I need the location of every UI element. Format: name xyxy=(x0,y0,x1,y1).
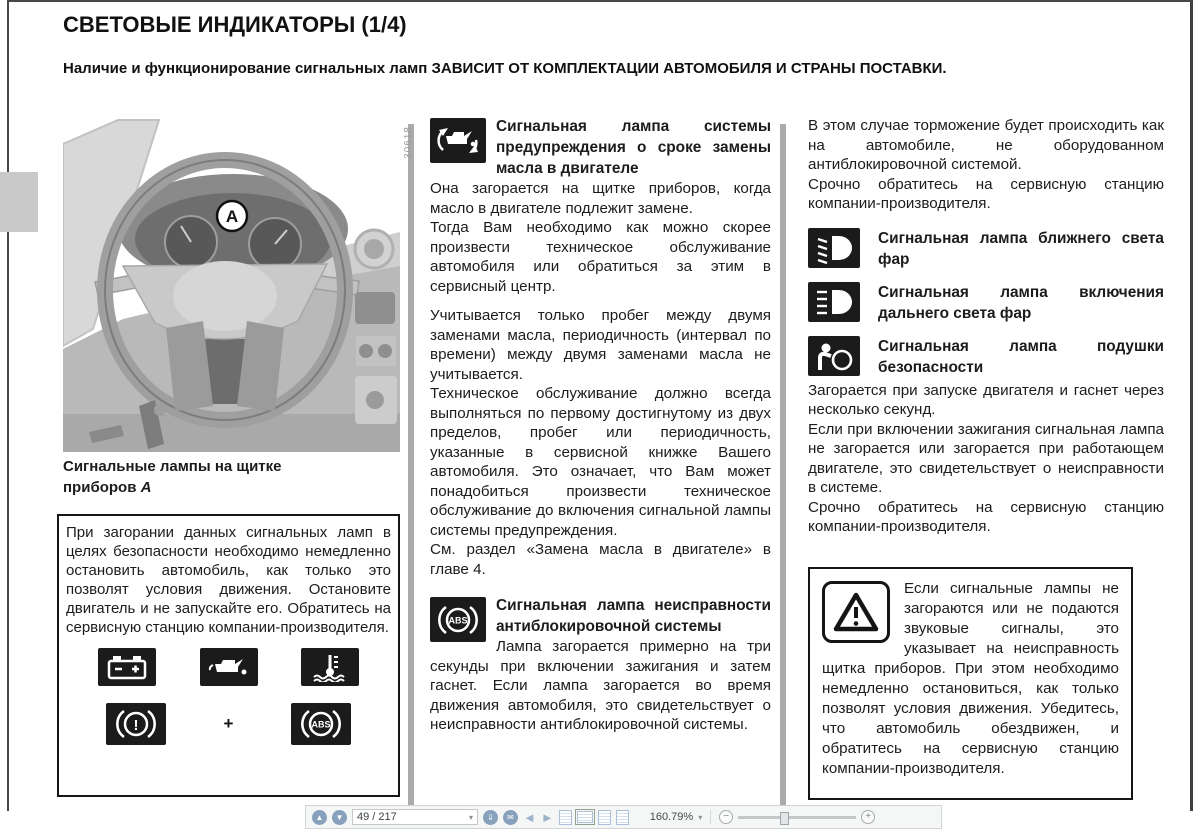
right-p2: Срочно обратитесь на сервисную станцию компании-производителя. xyxy=(808,175,1164,212)
low-beam-heading: Сигнальная лампа ближнего света фар xyxy=(878,229,1164,268)
mail-button[interactable]: ✉ xyxy=(503,810,518,825)
page-number-field[interactable] xyxy=(352,809,478,825)
oil-service-p2: Тогда Вам необходимо как можно скорее произвести техническое обслуживание автомобиля или обратиться за этим в сервисный центр. xyxy=(430,219,771,295)
zoom-percent-label: 160.79% xyxy=(649,811,694,823)
oil-pressure-icon xyxy=(200,648,258,686)
zoom-out-button[interactable]: − xyxy=(719,810,733,824)
single-page-view-button[interactable] xyxy=(559,810,572,825)
abs-fault-p1: Лампа загорается примерно на три секунды при включении зажигания и затем гаснет. Если лампа загорается во время движения автомобиля, это свидетельствует о неисправности антиблокировочной системы. xyxy=(430,638,771,733)
thumbnail-view-button[interactable] xyxy=(616,810,629,825)
coolant-temperature-icon xyxy=(301,648,359,686)
figure-callout-a: A xyxy=(225,207,239,226)
warning-box-text: Если сигнальные лампы не загораются или не подаются звуковые сигналы, это указывает на неисправность щитка приборов. При этом необходимо немедленно остановиться, как только позволят условия движения. Убедитесь, что автомобиль обездвижен, и обратитесь на сервисную станцию компании-производителя. xyxy=(822,579,1119,777)
lamp-icon-row-2 xyxy=(66,703,391,745)
toolbar-separator xyxy=(710,810,711,824)
oil-service-p5: См. раздел «Замена масла в двигателе» в главе 4. xyxy=(430,541,771,578)
oil-change-reminder-icon xyxy=(430,118,486,163)
fit-width-view-button[interactable] xyxy=(577,811,593,823)
airbag-icon xyxy=(808,336,860,376)
page-title: СВЕТОВЫЕ ИНДИКАТОРЫ (1/4) xyxy=(63,12,407,37)
safety-note-box xyxy=(57,514,400,797)
brake-warning-icon xyxy=(106,703,166,745)
right-p3: Загорается при запуске двигателя и гаснет через несколько секунд. xyxy=(808,381,1164,418)
right-column xyxy=(808,116,1164,800)
airbag-row xyxy=(808,336,1164,378)
high-beam-heading: Сигнальная лампа включения дальнего света фар xyxy=(878,283,1164,322)
abs-warning-icon-middle xyxy=(430,597,486,642)
warning-triangle-icon xyxy=(822,581,890,643)
abs-fault-heading: Сигнальная лампа неисправности антиблокировочной системы xyxy=(496,597,771,635)
column-divider-left xyxy=(408,124,414,808)
zoom-slider-handle[interactable] xyxy=(780,812,789,825)
zoom-dropdown-caret-icon[interactable]: ▾ xyxy=(698,812,703,822)
figure-caption-ref: A xyxy=(140,479,152,496)
dashboard-illustration xyxy=(63,114,400,452)
save-button[interactable]: ⇓ xyxy=(483,810,498,825)
figure-photo-ref: 30618 xyxy=(403,126,414,159)
high-beam-icon xyxy=(808,282,860,322)
warning-box xyxy=(808,567,1133,800)
abs-warning-icon xyxy=(291,703,351,745)
column-divider-right xyxy=(780,124,786,808)
oil-service-heading: Сигнальная лампа системы предупреждения о сроке замены масла в двигателе xyxy=(496,118,771,177)
svg-text:ABS: ABS xyxy=(311,719,331,730)
plus-separator: + xyxy=(223,714,234,733)
battery-warning-icon xyxy=(98,648,156,686)
airbag-heading: Сигнальная лампа подушки безопасности xyxy=(878,337,1164,376)
dashboard-figure xyxy=(63,114,414,452)
previous-view-button[interactable]: ◄ xyxy=(523,809,536,825)
svg-text:!: ! xyxy=(133,717,139,734)
right-p5: Срочно обратитесь на сервисную станцию компании-производителя. xyxy=(808,498,1164,535)
high-beam-row xyxy=(808,282,1164,324)
low-beam-row xyxy=(808,228,1164,270)
page-up-button[interactable]: ▲ xyxy=(312,810,327,825)
abs-fault-section xyxy=(430,595,771,735)
page-down-button[interactable]: ▼ xyxy=(332,810,347,825)
headlamp-indicators xyxy=(808,228,1164,378)
figure-caption-text: Сигнальные лампы на щитке приборов xyxy=(63,458,282,496)
zoom-slider[interactable] xyxy=(738,816,856,819)
zoom-in-button[interactable]: + xyxy=(861,810,875,824)
warning-lamp-icons xyxy=(66,648,391,745)
low-beam-icon xyxy=(808,228,860,268)
oil-service-p4: Техническое обслуживание должно всегда выполняться по первому достигнутому из двух пределов, пробег или периодичность, указанные в сервисной книжке Вашего автомобиля. Это означает, что Вам может понадобиться произвести техническое обслуживание до включения сигнальной лампы системы предупреждения. xyxy=(430,385,771,539)
safety-note-text: При загорании данных сигнальных ламп в целях безопасности необходимо немедленно остановить автомобиль, как только это позволят условия движения. Остановите двигатель и не запускайте его. Обратитесь на сервисную станцию компании-производителя. xyxy=(66,524,391,636)
figure-caption xyxy=(63,456,318,498)
right-p4: Если при включении зажигания сигнальная лампа не загорается или загорается при работающем двигателе, это свидетельствует о неисправности в системе. xyxy=(808,420,1164,496)
page-edge-tab xyxy=(0,172,38,232)
oil-service-p3: Учитывается только пробег между двумя заменами масла, периодичность (интервал по времени) между двумя заменами масла не учитывается. xyxy=(430,307,771,383)
page-subtitle: Наличие и функционирование сигнальных ламп ЗАВИСИТ ОТ КОМПЛЕКТАЦИИ АВТОМОБИЛЯ И СТРАНЫ ПОСТАВКИ. xyxy=(63,60,947,77)
lamp-icon-row-1 xyxy=(66,648,391,686)
next-view-button[interactable]: ► xyxy=(540,809,554,825)
page-field-caret-icon[interactable]: ▾ xyxy=(468,812,473,822)
pdf-toolbar xyxy=(305,805,942,829)
facing-pages-view-button[interactable] xyxy=(598,810,611,825)
middle-column xyxy=(430,116,771,735)
svg-text:ABS: ABS xyxy=(448,615,468,625)
oil-service-p1: Она загорается на щитке приборов, когда масло в двигателе подлежит замене. xyxy=(430,180,771,217)
oil-service-section xyxy=(430,116,771,579)
page-number-value: 49 / 217 xyxy=(357,811,397,823)
right-p1: В этом случае торможение будет происходить как на автомобиле, не оборудованном антиблокировочной системой. xyxy=(808,117,1164,173)
